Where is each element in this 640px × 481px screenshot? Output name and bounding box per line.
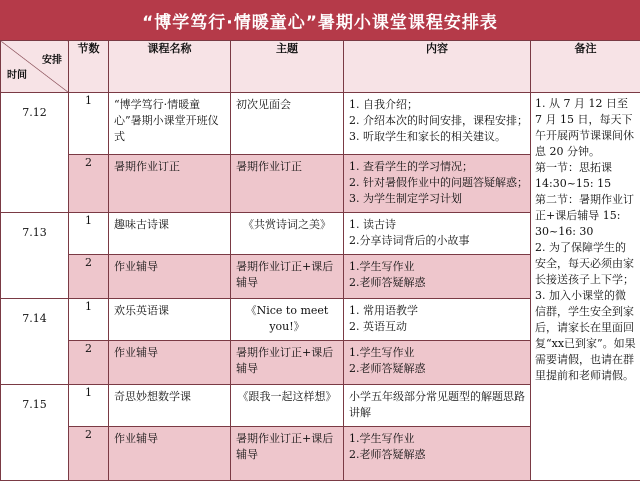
theme-cell: 暑期作业订正+课后辅导 — [231, 255, 344, 299]
note-item: 第二节：暑期作业订正+课后辅导 15: 30~16: 30 — [535, 192, 636, 240]
corner-header — [1, 41, 69, 93]
notes-cell — [531, 93, 640, 481]
course-cell: 趣味古诗课 — [109, 213, 231, 255]
content-line: 2.老师答疑解惑 — [349, 361, 525, 377]
content-line: 1. 常用语教学 — [349, 303, 525, 319]
content-line: 1.学生写作业 — [349, 259, 525, 275]
content-header: 内容 — [344, 41, 531, 93]
section-cell: 2 — [69, 427, 109, 481]
section-cell: 2 — [69, 341, 109, 385]
content-line: 2.老师答疑解惑 — [349, 275, 525, 291]
table-row — [1, 93, 640, 155]
course-header: 课程名称 — [109, 41, 231, 93]
content-line: 1. 查看学生的学习情况； — [349, 159, 525, 175]
content-cell — [344, 255, 531, 299]
schedule-table — [0, 40, 640, 481]
content-line: 2. 针对暑假作业中的问题答疑解惑； — [349, 175, 525, 191]
content-cell — [344, 341, 531, 385]
notes-header: 备注 — [531, 41, 640, 93]
content-line: 2.老师答疑解惑 — [349, 447, 525, 463]
theme-cell: 暑期作业订正 — [231, 155, 344, 213]
content-line: 3. 为学生制定学习计划 — [349, 191, 525, 207]
content-line: 3. 听取学生和家长的相关建议。 — [349, 129, 525, 145]
content-line: 1.学生写作业 — [349, 345, 525, 361]
date-cell: 7.15 — [1, 385, 69, 481]
content-cell — [344, 427, 531, 481]
theme-cell: 《共赏诗词之美》 — [231, 213, 344, 255]
section-header: 节数 — [69, 41, 109, 93]
course-cell: 作业辅导 — [109, 341, 231, 385]
corner-bottom-label: 时间 — [7, 69, 27, 82]
content-cell — [344, 299, 531, 341]
section-cell: 1 — [69, 299, 109, 341]
course-cell: “博学笃行·情暖童心”暑期小课堂开班仪式 — [109, 93, 231, 155]
theme-header: 主题 — [231, 41, 344, 93]
content-cell — [344, 213, 531, 255]
content-line: 1. 读古诗 — [349, 217, 525, 233]
section-cell: 1 — [69, 385, 109, 427]
theme-cell: 《跟我一起这样想》 — [231, 385, 344, 427]
theme-cell: 《Nice to meet you!》 — [231, 299, 344, 341]
date-cell: 7.13 — [1, 213, 69, 299]
section-cell: 2 — [69, 155, 109, 213]
section-cell: 2 — [69, 255, 109, 299]
content-line: 1. 自我介绍； — [349, 97, 525, 113]
note-item: 2. 为了保障学生的安全，每天必须由家长接送孩子上下学； — [535, 240, 636, 288]
content-line: 2.分享诗词背后的小故事 — [349, 233, 525, 249]
course-cell: 暑期作业订正 — [109, 155, 231, 213]
date-cell: 7.12 — [1, 93, 69, 213]
content-cell — [344, 155, 531, 213]
theme-cell: 初次见面会 — [231, 93, 344, 155]
note-item: 1. 从 7 月 12 日至 7 月 15 日，每天下午开展两节课课间休息 20 分钟。 — [535, 96, 636, 160]
course-cell: 作业辅导 — [109, 427, 231, 481]
note-item: 第一节：思拓课 14:30~15: 15 — [535, 160, 636, 192]
course-cell: 欢乐英语课 — [109, 299, 231, 341]
content-line: 小学五年级部分常见题型的解题思路讲解 — [349, 389, 525, 421]
header-row — [1, 41, 640, 93]
content-line: 2. 英语互动 — [349, 319, 525, 335]
theme-cell: 暑期作业订正+课后辅导 — [231, 427, 344, 481]
content-line: 2. 介绍本次的时间安排，课程安排； — [349, 113, 525, 129]
corner-top-label: 安排 — [42, 53, 62, 69]
content-cell — [344, 385, 531, 427]
note-item: 3. 加入小课堂的微信群，学生安全到家后，请家长在里面回复“xx已到家”。如果需要请假，也请在群里提前和老师请假。 — [535, 288, 636, 384]
course-cell: 奇思妙想数学课 — [109, 385, 231, 427]
section-cell: 1 — [69, 213, 109, 255]
page-title: “博学笃行·情暖童心”暑期小课堂课程安排表 — [0, 0, 640, 40]
content-line: 1.学生写作业 — [349, 431, 525, 447]
section-cell: 1 — [69, 93, 109, 155]
course-cell: 作业辅导 — [109, 255, 231, 299]
date-cell: 7.14 — [1, 299, 69, 385]
theme-cell: 暑期作业订正+课后辅导 — [231, 341, 344, 385]
content-cell — [344, 93, 531, 155]
